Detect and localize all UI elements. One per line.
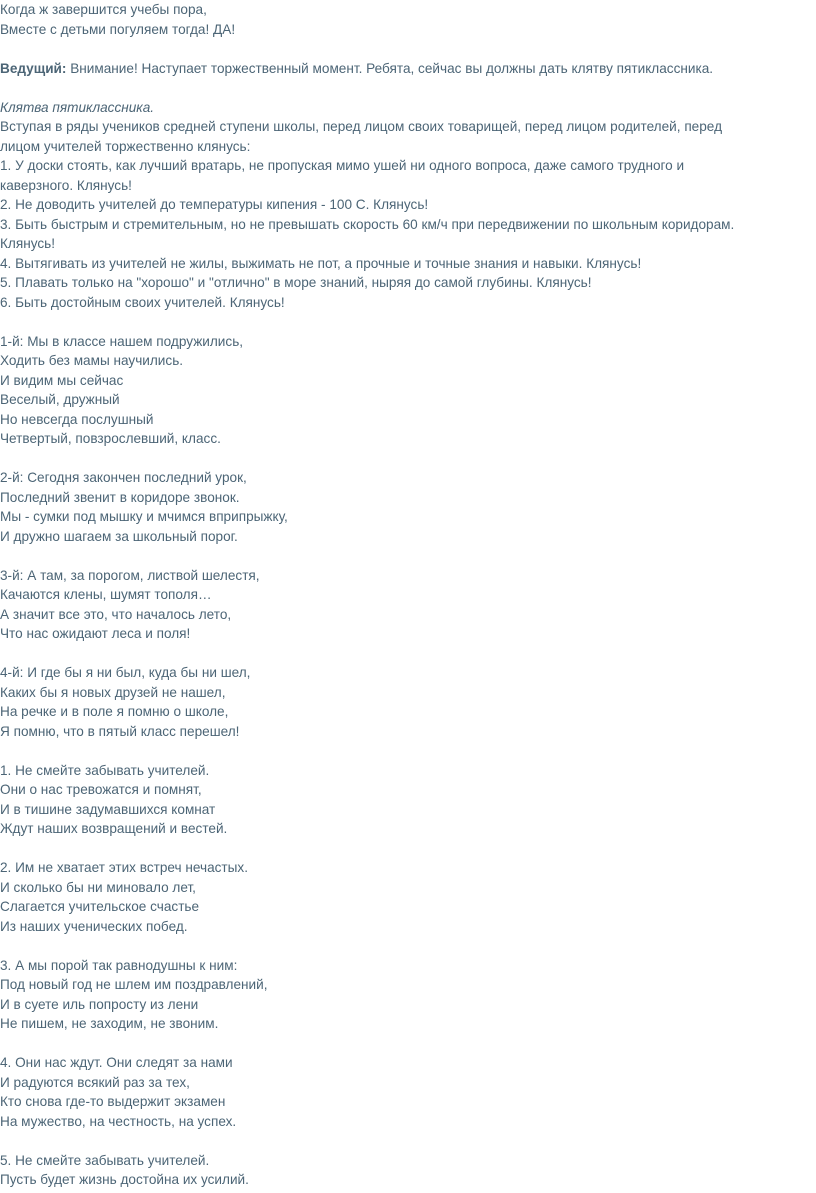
oath-line: 6. Быть достойным своих учителей. Клянусь!: [0, 294, 285, 310]
poem-line: 1-й: Мы в классе нашем подружились,: [0, 333, 244, 349]
poem-line: И в тишине задумавшихся комнат: [0, 801, 216, 817]
poem-line: Из наших ученических побед.: [0, 918, 188, 934]
stanza: [0, 761, 812, 839]
oath-line: 2. Не доводить учителей до температуры кипения - 100 С. Клянусь!: [0, 197, 429, 212]
oath-block: [0, 98, 812, 313]
poem-line: Каких бы я новых друзей не нашел,: [0, 684, 226, 700]
poem-line: Слагается учительское счастье: [0, 899, 200, 914]
poem-line: 4-й: И где бы я ни был, куда бы ни шел,: [0, 665, 251, 680]
poem-line: Веселый, дружный: [0, 392, 120, 407]
oath-line: каверзного. Клянусь!: [0, 177, 132, 193]
oath-title: Клятва пятиклассника.: [0, 99, 155, 115]
poem-line: Пусть будет жизнь достойна их усилий.: [0, 1172, 249, 1187]
host-label: Ведущий:: [0, 60, 67, 76]
poem-line: А значит все это, что началось лето,: [0, 606, 232, 622]
stanza: [0, 332, 812, 449]
host-line: [0, 59, 812, 79]
paragraph-gap: [0, 1034, 812, 1054]
poem-line: На речке и в поле я помню о школе,: [0, 704, 229, 719]
poem-line: 1. Не смейте забывать учителей.: [0, 762, 210, 778]
poem-line: Мы - сумки под мышку и мчимся вприпрыжку,: [0, 509, 288, 524]
poem-line: На мужество, на честность, на успех.: [0, 1113, 237, 1129]
stanza: [0, 1151, 812, 1190]
paragraph-gap: [0, 449, 812, 469]
stanza: [0, 956, 812, 1034]
poem-line: Четвертый, повзрослевший, класс.: [0, 431, 221, 446]
poem-line: Но невсегда послушный: [0, 411, 154, 427]
poem-line: Ходить без мамы научились.: [0, 353, 184, 368]
stanza: [0, 1053, 812, 1131]
paragraph-gap: [0, 312, 812, 332]
poem-line: 5. Не смейте забывать учителей.: [0, 1152, 210, 1168]
poem-line: Они о нас тревожатся и помнят,: [0, 782, 202, 797]
oath-line: Клянусь!: [0, 236, 56, 251]
poem-line: 4. Они нас ждут. Они следят за нами: [0, 1055, 233, 1070]
poem-line: И в суете иль попросту из лени: [0, 996, 199, 1012]
poem-line: Не пишем, не заходим, не звоним.: [0, 1016, 219, 1031]
host-text: Внимание! Наступает торжественный момент. Ребята, сейчас вы должны дать клятву пятиклассника.: [66, 60, 714, 76]
poem-line: И дружно шагаем за школьный порог.: [0, 528, 238, 544]
oath-line: 5. Плавать только на "хорошо" и "отлично" в море знаний, ныряя до самой глубины. Клянусь!: [0, 275, 592, 290]
poem-line: 2-й: Сегодня закончен последний урок,: [0, 470, 247, 485]
poem-line: Ждут наших возвращений и вестей.: [0, 821, 228, 836]
poem-line: Качаются клены, шумят тополя…: [0, 587, 212, 602]
text-line: Когда ж завершится учебы пора,: [0, 2, 207, 17]
intro-block: [0, 0, 812, 39]
oath-line: Вступая в ряды учеников средней ступени школы, перед лицом своих товарищей, перед лицом родителей, перед: [0, 119, 723, 134]
oath-line: 4. Вытягивать из учителей не жилы, выжимать не пот, а прочные и точные знания и навыки. Клянусь!: [0, 255, 642, 271]
stanza: [0, 566, 812, 644]
stanza: [0, 468, 812, 546]
paragraph-gap: [0, 78, 812, 98]
paragraph-gap: [0, 741, 812, 761]
paragraph-gap: [0, 1131, 812, 1151]
poem-line: Последний звенит в коридоре звонок.: [0, 489, 240, 505]
poem-line: И видим мы сейчас: [0, 372, 124, 388]
paragraph-gap: [0, 546, 812, 566]
poem-line: 3-й: А там, за порогом, листвой шелестя,: [0, 567, 260, 583]
oath-line: 3. Быть быстрым и стремительным, но не превышать скорость 60 км/ч при передвижении по школьным коридорам.: [0, 216, 735, 232]
poem-line: Что нас ожидают леса и поля!: [0, 626, 191, 641]
poem-line: Кто снова где-то выдержит экзамен: [0, 1094, 226, 1109]
oath-line: 1. У доски стоять, как лучший вратарь, не пропуская мимо ушей ни одного вопроса, даже самого трудного и: [0, 158, 685, 173]
stanza: [0, 858, 812, 936]
poem-line: 2. Им не хватает этих встреч нечастых.: [0, 860, 248, 875]
text-line: Вместе с детьми погуляем тогда! ДА!: [0, 21, 236, 37]
paragraph-gap: [0, 839, 812, 859]
poem-line: 3. А мы порой так равнодушны к ним:: [0, 957, 238, 973]
poem-line: И сколько бы ни миновало лет,: [0, 879, 196, 895]
paragraph-gap: [0, 936, 812, 956]
paragraph-gap: [0, 644, 812, 664]
stanza: [0, 663, 812, 741]
poem-line: Я помню, что в пятый класс перешел!: [0, 723, 240, 739]
oath-line: лицом учителей торжественно клянусь:: [0, 138, 251, 154]
poem-line: Под новый год не шлем им поздравлений,: [0, 977, 268, 992]
paragraph-gap: [0, 39, 812, 59]
poem-line: И радуются всякий раз за тех,: [0, 1074, 190, 1090]
